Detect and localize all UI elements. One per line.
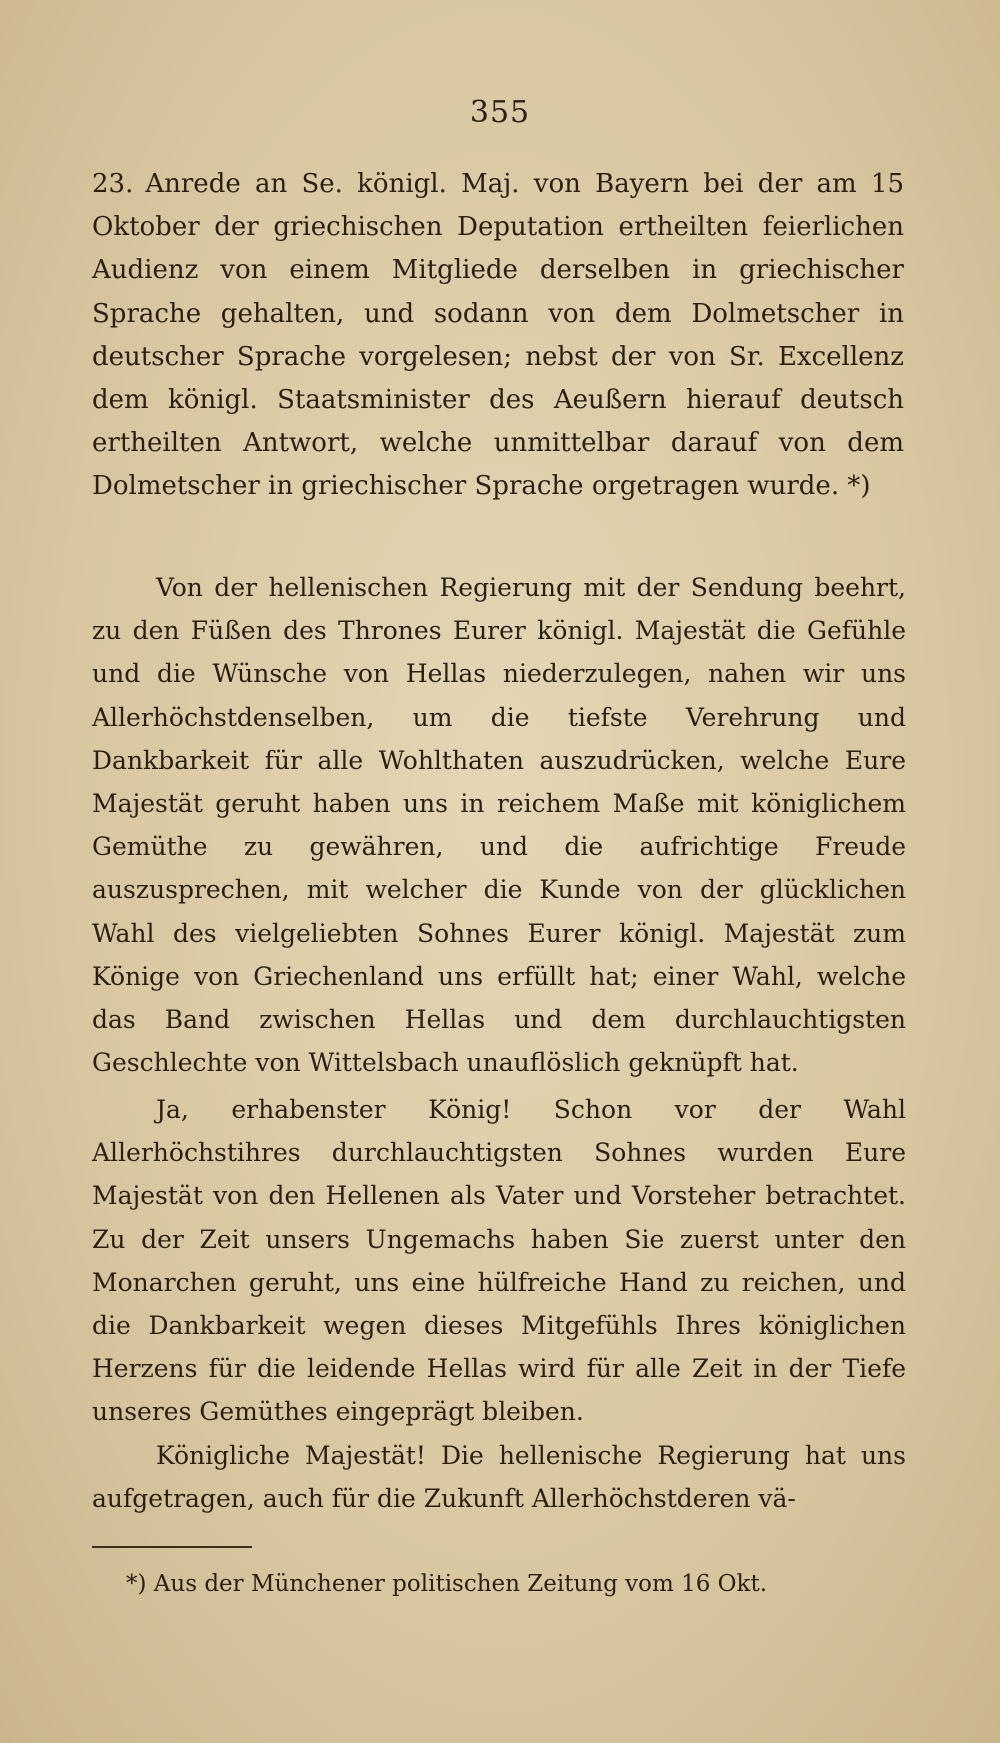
body-paragraph-2: Ja, erhabenster König! Schon vor der Wahl Allerhöchstihres durchlauchtigsten Sohnes wurden Eure Majestät von den Hellenen als Vater und Vorsteher betrachtet. Zu der Zeit unsers Ungemachs haben Sie zuerst unter den Monarchen geruht, uns eine hülfreiche Hand zu reichen, und die Dankbarkeit wegen dieses Mitgefühls Ihres königlichen Herzens für die leidende Hellas wird für alle Zeit in der Tiefe unseres Gemüthes eingeprägt bleiben. (92, 1095, 906, 1427)
page-number: 355 (469, 95, 531, 130)
footnote-divider (92, 1546, 252, 1548)
entry-number: 23. (92, 169, 134, 199)
body-paragraph-3: Königliche Majestät! Die hellenische Regierung hat uns aufgetragen, auch für die Zukunft Allerhöchstderen vä- (92, 1441, 906, 1514)
footnote: *) Aus der Münchener politischen Zeitung vom 16 Okt. (126, 1571, 768, 1597)
body-paragraph-1: Von der hellenischen Regierung mit der Sendung beehrt, zu den Füßen des Thrones Eurer königl. Majestät die Gefühle und die Wünsche von Hellas niederzulegen, nahen wir uns Allerhöchstdenselben, um die tiefste Verehrung und Dankbarkeit für alle Wohlthaten auszudrücken, welche Eure Majestät geruht haben uns in reichem Maße mit königlichem Gemüthe zu gewähren, und die aufrichtige Freude auszusprechen, mit welcher die Kunde von der glücklichen Wahl des vielgeliebten Sohnes Eurer königl. Majestät zum Könige von Griechenland uns erfüllt hat; einer Wahl, welche das Band zwischen Hellas und dem durchlauchtigsten Geschlechte von Wittelsbach unauflöslich geknüpft hat. (92, 573, 906, 1078)
entry-heading-block (92, 163, 904, 509)
entry-heading: Anrede an Se. königl. Maj. von Bayern bei der am 15 Oktober der griechischen Deputation ertheilten feierlichen Audienz von einem Mitgliede derselben in griechischer Sprache gehalten, und sodann von dem Dolmetscher in deutscher Sprache vorgelesen; nebst der von Sr. Excellenz dem königl. Staatsminister des Aeußern hierauf deutsch ertheilten Antwort, welche unmittelbar darauf von dem Dolmetscher in griechischer Sprache orgetragen wurde. *) (92, 169, 904, 502)
